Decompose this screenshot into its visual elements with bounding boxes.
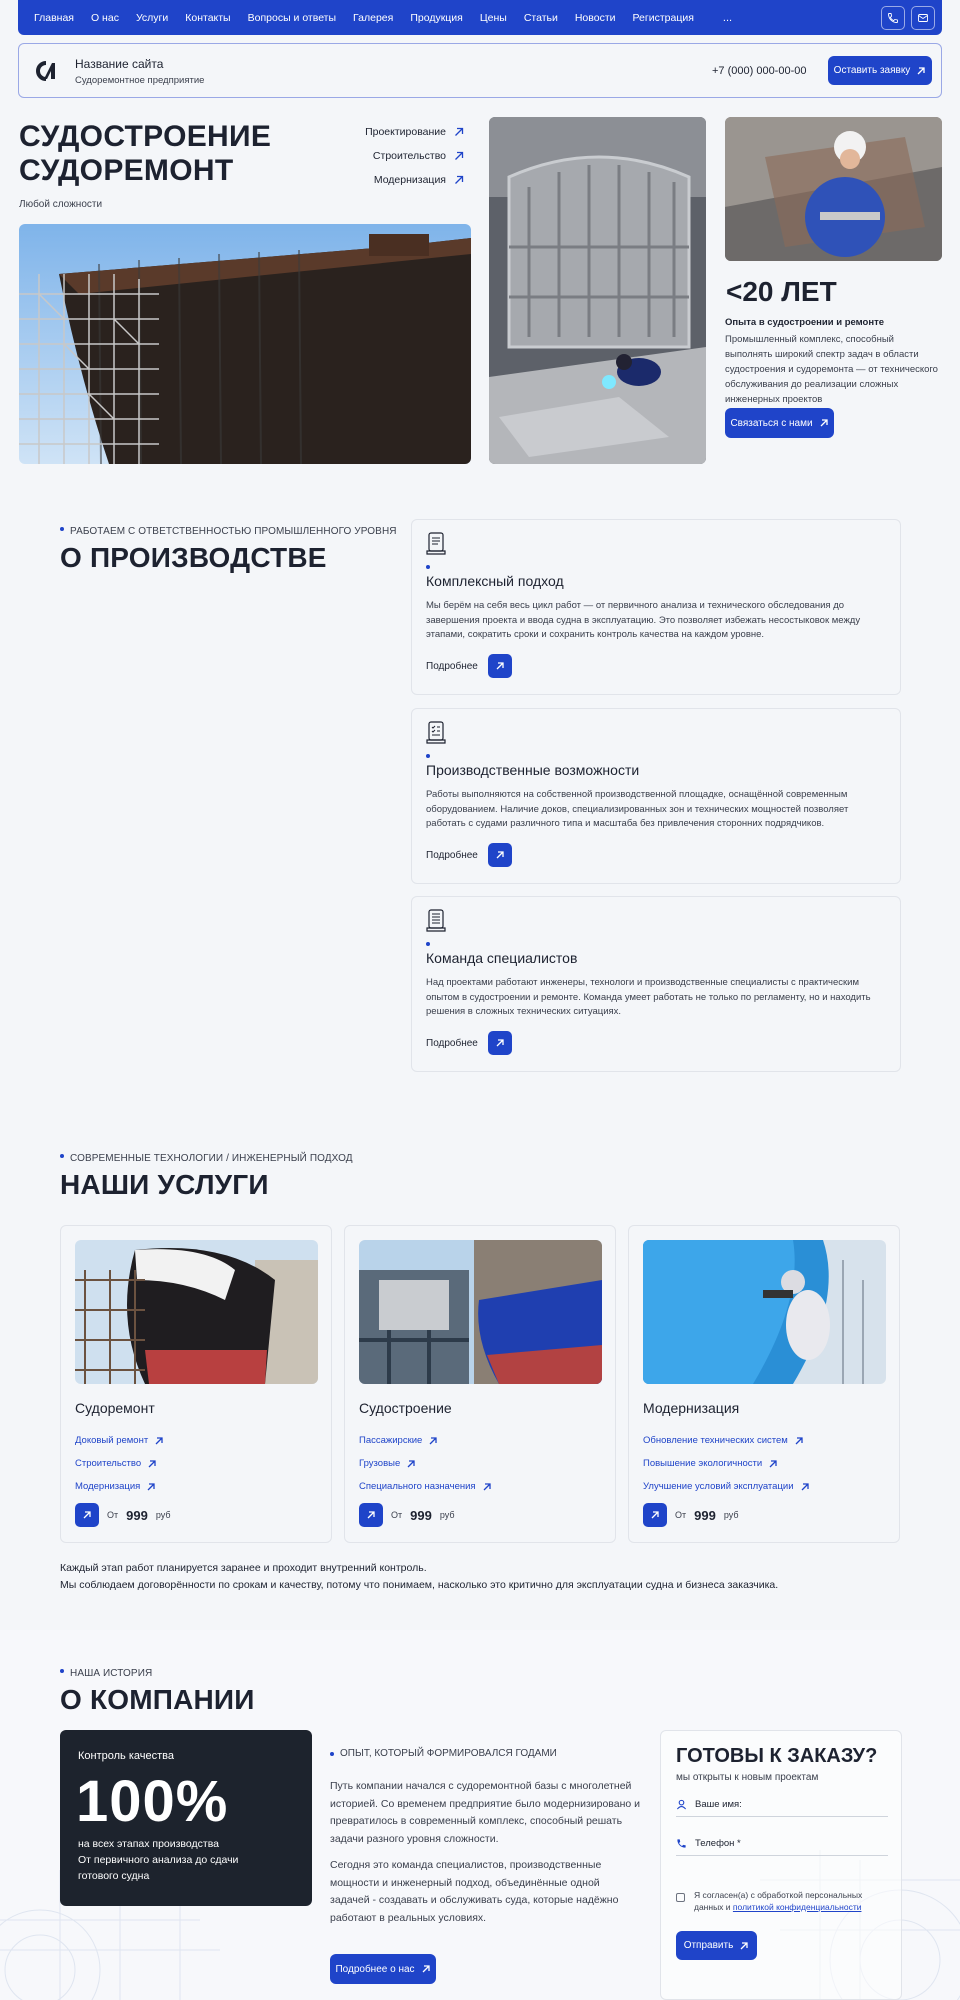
feature-more-link[interactable] [426,654,512,678]
arrow-up-right-icon [794,1436,804,1446]
service-link[interactable] [75,1452,164,1475]
service-link-label: Улучшение условий эксплуатации [643,1481,794,1492]
feature-title: Производственные возможности [426,762,640,778]
price-from: От [107,1510,119,1520]
feature-text: Над проектами работают инженеры, технологи и производственные специалисты с практическим опытом в судостроении и ремонте. Команда умеет работать не только по регламенту, но и находить решения в сложных технических ситуациях. [426,977,871,1017]
arrow-up-right-icon [819,418,829,428]
hero-ship-photo [19,224,471,464]
hero-link-design[interactable] [365,126,464,138]
nav-item-articles[interactable]: Статьи [523,11,558,24]
service-link-label: Доковый ремонт [75,1435,149,1446]
price-value: 999 [126,1507,148,1523]
services-note [60,1560,778,1594]
about-paragraph: Сегодня это команда специалистов, производственные мощности и инженерный подход, объединённые одной задачей - создавать и обслуживать суда, которые надёжно работают в реальных условиях. [330,1859,619,1924]
arrow-up-right-icon [406,1459,416,1469]
nav-item-contacts[interactable]: Контакты [185,11,231,24]
service-link-label: Пассажирские [359,1435,423,1446]
leave-request-button[interactable] [828,56,932,85]
service-card [60,1225,332,1543]
hero-links [365,126,464,198]
service-price [75,1503,171,1527]
nav-more[interactable]: ... [722,11,733,24]
price-currency: руб [439,1510,455,1520]
feature-card [411,708,901,884]
hero-link-construction[interactable] [365,150,464,162]
consent-text [694,1889,890,1913]
nav-item-home[interactable]: Главная [34,11,74,24]
about-more-button[interactable] [330,1954,436,1984]
arrow-up-right-icon [154,1436,164,1446]
service-card [344,1225,616,1543]
order-form [660,1730,902,2000]
nav-item-news[interactable]: Новости [574,11,616,24]
arrow-button[interactable] [488,654,512,678]
service-link-label: Грузовые [359,1458,401,1469]
service-link-label: Специального назначения [359,1481,476,1492]
service-link-label: Повышение экологичности [643,1458,763,1469]
service-price [643,1503,739,1527]
contact-us-button[interactable] [725,408,834,438]
arrow-up-right-icon [454,151,464,161]
arrow-button[interactable] [488,1031,512,1055]
feature-title: Команда специалистов [426,950,578,966]
services-note-line: Каждый этап работ планируется заранее и проходит внутренний контроль. [60,1562,427,1574]
feature-text: Работы выполняются на собственной производственной площадке, оснащённой современным оборудованием. Наличие доков, специализированных зон и технических мощностей позволяет работать с судами различного типа и масштаба без привлечения сторонних подрядчиков. [426,789,849,829]
feature-title: Комплексный подход [426,573,564,589]
phone-placeholder: Телефон * [695,1838,741,1849]
checklist-icon [426,721,446,745]
service-link[interactable] [359,1452,492,1475]
service-link[interactable] [359,1475,492,1498]
nav-item-gallery[interactable]: Галерея [353,11,394,24]
experience-kicker [330,1748,557,1759]
nav-item-products[interactable]: Продукция [410,11,463,24]
consent-label: Я согласен(а) с обработкой персональных данных и [694,1890,863,1912]
nav-item-about[interactable]: О нас [90,11,119,24]
about-kicker-text: НАША ИСТОРИЯ [70,1668,153,1679]
quality-card [60,1730,312,1906]
service-link-label: Обновление технических систем [643,1435,788,1446]
phone-field[interactable] [676,1832,888,1856]
more-label: Подробнее [426,1037,478,1049]
service-link[interactable] [643,1429,810,1452]
contact-us-label: Связаться с нами [730,417,813,429]
consent-checkbox[interactable] [676,1893,685,1902]
hero-link-modernization[interactable] [365,174,464,186]
mail-icon[interactable] [911,6,935,30]
card-dot [426,942,430,946]
hero-title-line1: СУДОСТРОЕНИЕ [19,120,272,153]
price-from: От [675,1510,687,1520]
privacy-policy-link[interactable]: политикой конфиденциальности [732,1902,862,1912]
consent [676,1889,890,1913]
arrow-up-right-icon [428,1436,438,1446]
document-icon [426,532,446,556]
top-navigation [18,0,942,35]
price-from: От [391,1510,403,1520]
submit-label: Отправить [683,1940,734,1951]
header-phone[interactable]: +7 (000) 000-00-00 [712,65,807,77]
kicker-dot [330,1752,334,1756]
nav-item-services[interactable]: Услуги [135,11,169,24]
modernization-photo [643,1240,886,1384]
arrow-up-right-icon [146,1482,156,1492]
quality-line: на всех этапах производства [78,1838,219,1850]
order-form-subtitle: мы открыты к новым проектам [676,1772,819,1783]
service-link[interactable] [643,1452,810,1475]
arrow-button[interactable] [75,1503,99,1527]
arrow-up-right-icon [650,1510,660,1520]
quality-text [78,1836,278,1884]
engineer-photo [725,117,942,261]
arrow-up-right-icon [454,175,464,185]
arrow-button[interactable] [359,1503,383,1527]
quality-line: От первичного анализа до сдачи готового судна [78,1854,239,1882]
arrow-up-right-icon [495,850,505,860]
phone-icon[interactable] [881,6,905,30]
feature-more-link[interactable] [426,843,512,867]
production-title: О ПРОИЗВОДСТВЕ [60,542,327,573]
welding-photo [489,117,706,464]
arrow-up-right-icon [916,66,926,76]
hero-link-label: Проектирование [365,126,446,138]
more-label: Подробнее [426,660,478,672]
kicker-dot [60,527,64,531]
feature-more-link[interactable] [426,1031,512,1055]
service-link[interactable] [75,1429,164,1452]
service-link[interactable] [643,1475,810,1498]
user-icon [676,1799,687,1810]
card-dot [426,565,430,569]
arrow-up-right-icon [82,1510,92,1520]
name-placeholder: Ваше имя: [695,1799,742,1810]
arrow-up-right-icon [739,1941,749,1951]
ship-repair-photo [75,1240,318,1384]
site-name: Название сайта [75,57,164,71]
nav-links [34,12,732,24]
service-link[interactable] [75,1475,164,1498]
more-label: Подробнее [426,849,478,861]
arrow-up-right-icon [482,1482,492,1492]
logo[interactable] [35,60,61,82]
arrow-up-right-icon [454,127,464,137]
price-currency: руб [155,1510,171,1520]
services-note-line: Мы соблюдаем договорённости по срокам и качеству, потому что понимаем, насколько это критично для эксплуатации судна и бизнеса заказчика. [60,1579,779,1591]
feature-text: Мы берём на себя весь цикл работ — от первичного анализа и технического обследования до завершения проекта и ввода судна в эксплуатацию. Это позволяет избежать несостыковок между этапами, сократить сроки и сохранить контроль качества на каждом уровне. [426,600,861,640]
nav-item-faq[interactable]: Вопросы и ответы [247,11,337,24]
shipbuilding-photo [359,1240,602,1384]
about-paragraph: Путь компании начался с судоремонтной базы с многолетней историей. Со временем предприятие было модернизировано и превратилось в современный комплекс, способный решать задачи разного уровня сложности. [330,1780,641,1845]
name-field[interactable] [676,1793,888,1817]
about-kicker [60,1668,152,1679]
list-icon [426,909,446,933]
years-description: Промышленный комплекс, способный выполнять широкий спектр задач в области судостроения и судоремонта — от технического обслуживания до реализации сложных инженерных проектов [725,334,938,405]
hero-subtitle: Любой сложности [19,199,103,210]
services-kicker-text: СОВРЕМЕННЫЕ ТЕХНОЛОГИИ / ИНЖЕНЕРНЫЙ ПОДХОД [70,1153,353,1164]
price-value: 999 [410,1507,432,1523]
service-price [359,1503,455,1527]
site-header [18,43,942,98]
order-form-title: ГОТОВЫ К ЗАКАЗУ? [676,1745,878,1767]
nav-item-registration[interactable]: Регистрация [632,11,694,24]
hero-link-label: Модернизация [373,174,446,186]
services-title: НАШИ УСЛУГИ [60,1169,269,1200]
leave-request-label: Оставить заявку [833,65,911,76]
price-currency: руб [723,1510,739,1520]
nav-item-prices[interactable]: Цены [479,11,507,24]
hero-title-line2: СУДОРЕМОНТ [19,154,234,187]
price-value: 999 [694,1507,716,1523]
service-link-label: Строительство [75,1458,142,1469]
quality-value: 100% [76,1769,229,1834]
arrow-up-right-icon [495,1038,505,1048]
production-kicker [60,526,397,537]
service-link-label: Модернизация [75,1481,141,1492]
about-title: О КОМПАНИИ [60,1684,255,1715]
arrow-up-right-icon [768,1459,778,1469]
feature-card [411,519,901,695]
arrow-up-right-icon [147,1459,157,1469]
arrow-button[interactable] [488,843,512,867]
arrow-button[interactable] [643,1503,667,1527]
card-dot [426,754,430,758]
service-card [628,1225,900,1543]
service-links [643,1429,810,1498]
arrow-up-right-icon [800,1482,810,1492]
production-kicker-text: РАБОТАЕМ С ОТВЕТСТВЕННОСТЬЮ ПРОМЫШЛЕННОГО УРОВНЯ [70,526,397,537]
arrow-up-right-icon [366,1510,376,1520]
hero-link-label: Строительство [372,150,446,162]
about-more-label: Подробнее о нас [335,1963,415,1975]
feature-card [411,896,901,1072]
kicker-dot [60,1154,64,1158]
phone-icon [676,1838,687,1849]
years-heading: Опыта в судостроении и ремонте [725,317,885,328]
service-links [359,1429,492,1498]
site-tagline: Судоремонтное предприятие [75,75,205,86]
experience-kicker-text: ОПЫТ, КОТОРЫЙ ФОРМИРОВАЛСЯ ГОДАМИ [340,1748,557,1759]
kicker-dot [60,1669,64,1673]
services-kicker [60,1153,353,1164]
service-title: Судоремонт [75,1400,155,1416]
service-title: Модернизация [643,1400,740,1416]
years-experience: <20 ЛЕТ [726,276,837,307]
service-title: Судостроение [359,1400,452,1416]
arrow-up-right-icon [421,1964,431,1974]
quality-label: Контроль качества [78,1750,174,1762]
submit-button[interactable] [676,1931,757,1960]
hero-title [19,120,271,188]
service-link[interactable] [359,1429,492,1452]
service-links [75,1429,164,1498]
arrow-up-right-icon [495,661,505,671]
